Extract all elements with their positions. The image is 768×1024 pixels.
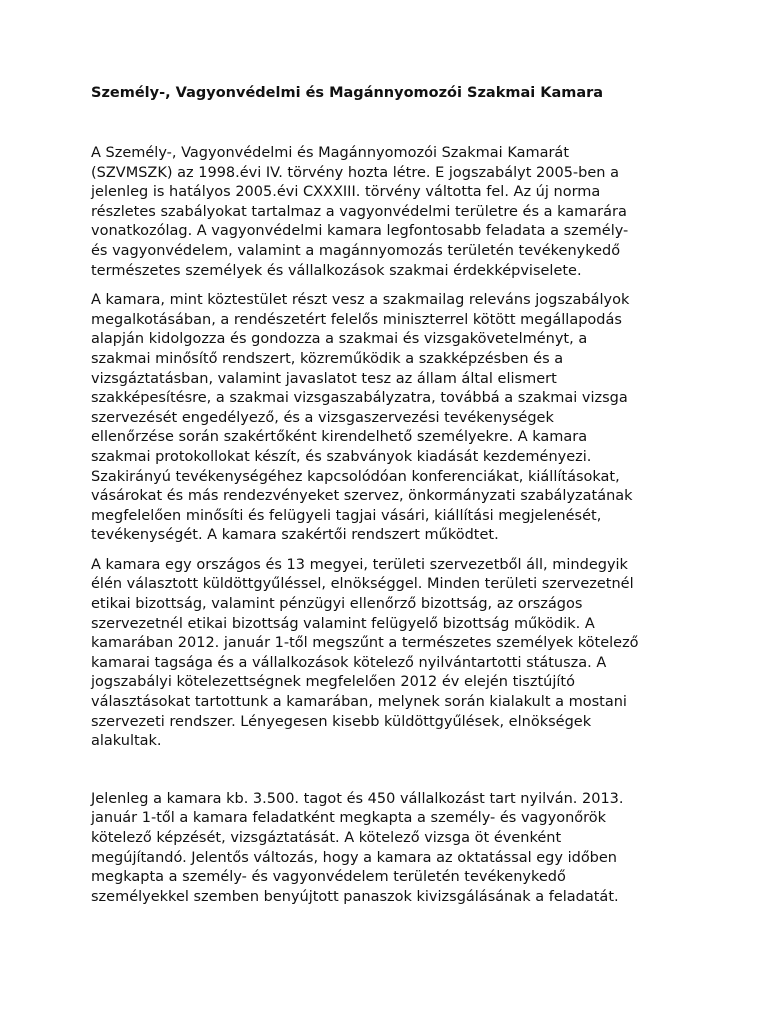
paragraph-structure <box>91 556 731 752</box>
document-page <box>91 82 731 917</box>
document-title: Személy-, Vagyonvédelmi és Magánnyomozói Szakmai Kamara <box>91 85 604 101</box>
text-line: megalkotásában, a rendészetért felelős miniszterrel kötött megállapodás <box>91 311 622 328</box>
paragraph-current-status <box>91 790 731 908</box>
text-line: alakultak. <box>91 733 162 750</box>
text-line: szakmai minősítő rendszert, közreműködik a szakképzésben és a <box>91 350 564 367</box>
text-line: kötelező képzését, vizsgáztatását. A kötelező vizsga öt évenként <box>91 830 562 846</box>
text-line: alapján kidolgozza és gondozza a szakmai és vizsgakövetelményt, a <box>91 331 588 348</box>
text-line: kamarai tagsága és a vállalkozások kötelező nyilvántartotti státusza. A <box>91 654 607 671</box>
paragraph-responsibilities <box>91 291 731 546</box>
text-line: természetes személyek és vállalkozások szakmai érdekképviselete. <box>91 262 582 279</box>
text-line: jelenleg is hatályos 2005.évi CXXXIII. törvény váltotta fel. Az új norma <box>91 184 601 201</box>
text-line: megújítandó. Jelentős változás, hogy a kamara az oktatással egy időben <box>91 849 618 866</box>
text-line: szakképesítésre, a szakmai vizsgaszabályzatra, továbbá a szakmai vizsga <box>91 390 628 407</box>
text-line: Jelenleg a kamara kb. 3.500. tagot és 450 vállalkozást tart nyilván. 2013. <box>91 790 624 807</box>
text-line: jogszabályi kötelezettségnek megfelelően 2012 év elején tisztújító <box>91 674 575 691</box>
text-line: A Személy-, Vagyonvédelmi és Magánnyomozói Szakmai Kamarát <box>91 145 570 161</box>
text-line: vásárokat és más rendezvényeket szervez, önkormányzati szabályzatának <box>91 488 633 505</box>
text-line: részletes szabályokat tartalmaz a vagyonvédelmi területre és a kamarára <box>91 203 627 220</box>
text-line: szervezeti rendszer. Lényegesen kisebb küldöttgyűlések, elnökségek <box>91 713 592 730</box>
text-line: szervezését engedélyező, és a vizsgaszervezési tevékenységek <box>91 409 554 426</box>
text-line: (SZVMSZK) az 1998.évi IV. törvény hozta létre. E jogszabályt 2005-ben a <box>91 164 619 181</box>
text-line: élén választott küldöttgyűléssel, elnökséggel. Minden területi szervezetnél <box>91 576 634 593</box>
text-line: tevékenységét. A kamara szakértői rendszert működtet. <box>91 527 499 544</box>
text-line: vizsgáztatásban, valamint javaslatot tesz az állam által elismert <box>91 370 557 387</box>
text-line: vonatkozólag. A vagyonvédelmi kamara legfontosabb feladata a személy- <box>91 223 629 240</box>
text-line: szervezetnél etikai bizottság valamint felügyelő bizottság működik. A <box>91 615 595 632</box>
text-line: kamarában 2012. január 1-től megszűnt a természetes személyek kötelező <box>91 635 639 652</box>
text-line: megfelelően minősíti és felügyeli tagjai vásári, kiállítási megjelenését, <box>91 507 602 524</box>
text-line: Szakirányú tevékenységéhez kapcsolódóan konferenciákat, kiállításokat, <box>91 468 620 485</box>
paragraph-founding <box>91 144 731 281</box>
text-line: ellenőrzése során szakértőként kirendelhető személyekre. A kamara <box>91 429 588 446</box>
text-line: szakmai protokollokat készít, és szabványok kiadását kezdeményezi. <box>91 448 592 465</box>
text-line: személyekkel szemben benyújtott panaszok kivizsgálásának a feladatát. <box>91 888 619 905</box>
text-line: A kamara egy országos és 13 megyei, területi szervezetből áll, mindegyik <box>91 556 628 573</box>
text-line: választásokat tartottunk a kamarában, melynek során kialakult a mostani <box>91 694 627 711</box>
text-line: január 1-től a kamara feladatként megkapta a személy- és vagyonőrök <box>91 810 607 827</box>
text-line: megkapta a személy- és vagyonvédelem területén tevékenykedő <box>91 869 566 886</box>
text-line: és vagyonvédelem, valamint a magánnyomozás területén tevékenykedő <box>91 242 621 259</box>
text-line: etikai bizottság, valamint pénzügyi ellenőrző bizottság, az országos <box>91 596 583 613</box>
text-line: A kamara, mint köztestület részt vesz a szakmailag releváns jogszabályok <box>91 292 630 309</box>
